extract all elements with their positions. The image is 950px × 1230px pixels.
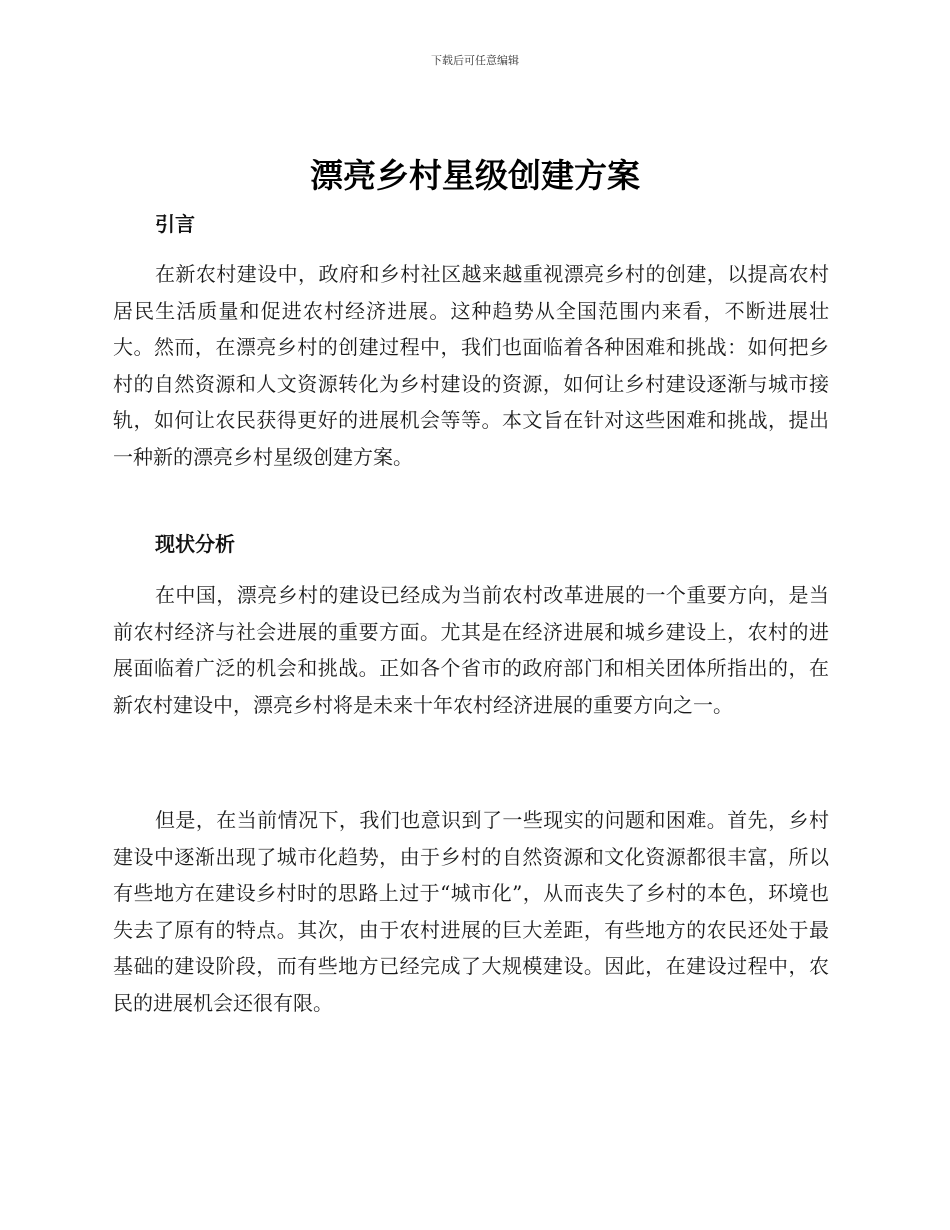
section-heading-introduction: 引言 (155, 212, 195, 236)
document-title: 漂亮乡村星级创建方案 (310, 156, 640, 195)
status-analysis-paragraph-2: 但是，在当前情况下，我们也意识到了一些现实的问题和困难。首先，乡村建设中逐渐出现了城市化趋势，由于乡村的自然资源和文化资源都很丰富，所以有些地方在建设乡村时的思路上过于“城市化”，从而丧失了乡村的本色，环境也失去了原有的特点。其次，由于农村进展的巨大差距，有些地方的农民还处于最基础的建设阶段，而有些地方已经完成了大规模建设。因此，在建设过程中，农民的进展机会还很有限。 (113, 808, 829, 1015)
status-analysis-paragraph-1: 在中国，漂亮乡村的建设已经成为当前农村改革进展的一个重要方向，是当前农村经济与社会进展的重要方面。尤其是在经济进展和城乡建设上，农村的进展面临着广泛的机会和挑战。正如各个省市的政府部门和相关团体所指出的，在新农村建设中，漂亮乡村将是未来十年农村经济进展的重要方向之一。 (113, 583, 829, 717)
introduction-paragraph: 在新农村建设中，政府和乡村社区越来越重视漂亮乡村的创建，以提高农村居民生活质量和促进农村经济进展。这种趋势从全国范围内来看，不断进展壮大。然而，在漂亮乡村的创建过程中，我们也面临着各种困难和挑战：如何把乡村的自然资源和人文资源转化为乡村建设的资源，如何让乡村建设逐渐与城市接轨，如何让农民获得更好的进展机会等等。本文旨在针对这些困难和挑战，提出一种新的漂亮乡村星级创建方案。 (113, 262, 829, 469)
section-heading-status-analysis: 现状分析 (155, 532, 235, 556)
page-header-note: 下载后可任意编辑 (431, 54, 519, 67)
